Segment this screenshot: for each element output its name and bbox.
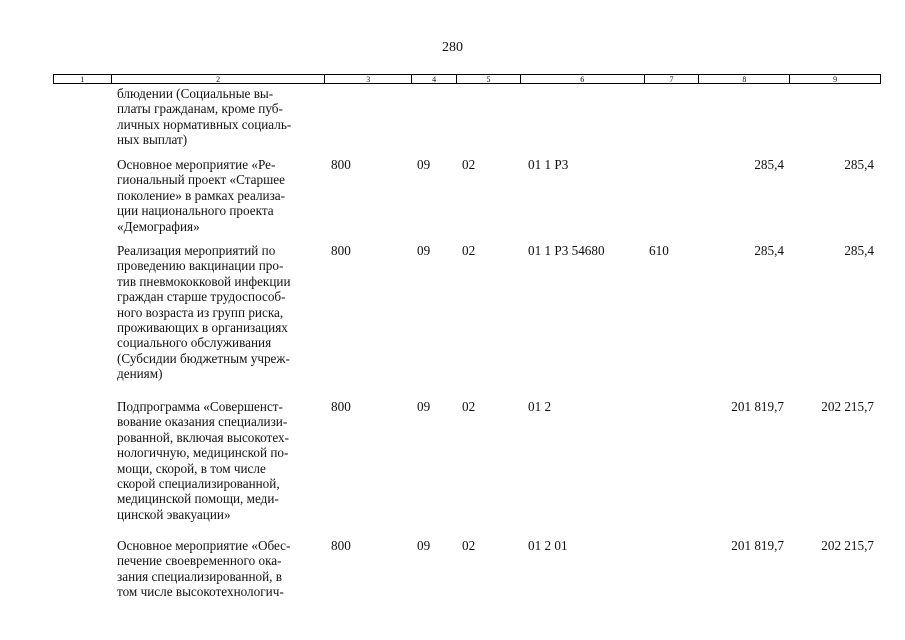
header-col-3: 3 — [325, 75, 412, 83]
row-cell-col-8: 201 819,7 — [731, 399, 784, 414]
header-col-1: 1 — [54, 75, 112, 83]
row-cell-col-4: 09 — [417, 157, 431, 172]
row-name-cell — [117, 86, 327, 148]
row-name-cell — [117, 399, 327, 522]
row-name-line: зания специализированной, в — [117, 568, 282, 584]
row-cell-col-3: 800 — [331, 243, 351, 258]
row-name-cell — [117, 157, 327, 234]
row-name-line: поколение» в рамках реализа- — [117, 187, 286, 203]
row-name-line: том числе высокотехнологич- — [117, 584, 284, 600]
row-cell-col-9: 285,4 — [844, 243, 874, 258]
row-name-line: дениям) — [117, 366, 163, 382]
row-name-line: «Демография» — [117, 218, 200, 234]
row-cell-col-6: 01 2 01 — [528, 538, 568, 553]
row-name-cell — [117, 243, 327, 382]
row-cell-col-6: 01 2 — [528, 399, 552, 414]
header-col-7: 7 — [645, 75, 700, 83]
row-cell-col-6: 01 1 P3 — [528, 157, 569, 172]
header-col-8: 8 — [699, 75, 790, 83]
row-cell-col-5: 02 — [462, 538, 476, 553]
header-col-2: 2 — [112, 75, 325, 83]
row-name-line: тив пневмококковой инфекции — [117, 273, 291, 289]
row-name-line: (Субсидии бюджетным учреж- — [117, 350, 290, 366]
row-name-line: ции национального проекта — [117, 203, 274, 219]
row-name-line: нологичную, медицинской по- — [117, 445, 289, 461]
header-col-6: 6 — [521, 75, 645, 83]
row-name-line: мощи, скорой, в том числе — [117, 460, 266, 476]
row-name-cell — [117, 538, 327, 600]
row-name-line: ного возраста из групп риска, — [117, 304, 284, 320]
row-name-line: скорой специализированной, — [117, 476, 280, 492]
row-name-line: проведению вакцинации про- — [117, 258, 284, 274]
row-name-line: блюдении (Социальные вы- — [117, 86, 274, 101]
row-cell-col-8: 201 819,7 — [731, 538, 784, 553]
header-col-4: 4 — [412, 75, 457, 83]
header-col-5: 5 — [457, 75, 521, 83]
row-name-line: платы гражданам, кроме пуб- — [117, 101, 283, 117]
row-name-line: Основное мероприятие «Обес- — [117, 538, 291, 553]
row-name-line: Основное мероприятие «Ре- — [117, 157, 276, 172]
row-name-line: Реализация мероприятий по — [117, 243, 276, 258]
row-name-line: цинской эвакуации» — [117, 506, 231, 522]
row-name-line: граждан старше трудоспособ- — [117, 289, 286, 305]
row-cell-col-3: 800 — [331, 157, 351, 172]
row-name-line: ных выплат) — [117, 132, 188, 148]
row-name-line: социального обслуживания — [117, 335, 272, 351]
row-cell-col-5: 02 — [462, 399, 476, 414]
row-cell-col-5: 02 — [462, 243, 476, 258]
row-cell-col-7: 610 — [649, 243, 669, 258]
row-cell-col-8: 285,4 — [754, 157, 784, 172]
table-header-row — [53, 74, 881, 84]
row-name-line: личных нормативных социаль- — [117, 116, 292, 132]
row-cell-col-3: 800 — [331, 399, 351, 414]
row-cell-col-9: 202 215,7 — [821, 399, 874, 414]
row-name-line: печение своевременного ока- — [117, 553, 282, 569]
row-name-line: проживающих в организациях — [117, 320, 288, 336]
row-cell-col-8: 285,4 — [754, 243, 784, 258]
row-cell-col-4: 09 — [417, 538, 431, 553]
page-number: 280 — [442, 40, 463, 55]
row-name-line: медицинской помощи, меди- — [117, 491, 279, 507]
row-cell-col-9: 202 215,7 — [821, 538, 874, 553]
row-cell-col-6: 01 1 P3 54680 — [528, 243, 605, 258]
row-name-line: рованной, включая высокотех- — [117, 429, 289, 445]
row-cell-col-9: 285,4 — [844, 157, 874, 172]
row-name-line: вование оказания специализи- — [117, 414, 288, 430]
row-name-line: гиональный проект «Старшее — [117, 172, 285, 188]
row-cell-col-4: 09 — [417, 243, 431, 258]
row-cell-col-4: 09 — [417, 399, 431, 414]
row-name-line: Подпрограмма «Совершенст- — [117, 399, 283, 414]
row-cell-col-5: 02 — [462, 157, 476, 172]
row-cell-col-3: 800 — [331, 538, 351, 553]
header-col-9: 9 — [833, 75, 838, 84]
